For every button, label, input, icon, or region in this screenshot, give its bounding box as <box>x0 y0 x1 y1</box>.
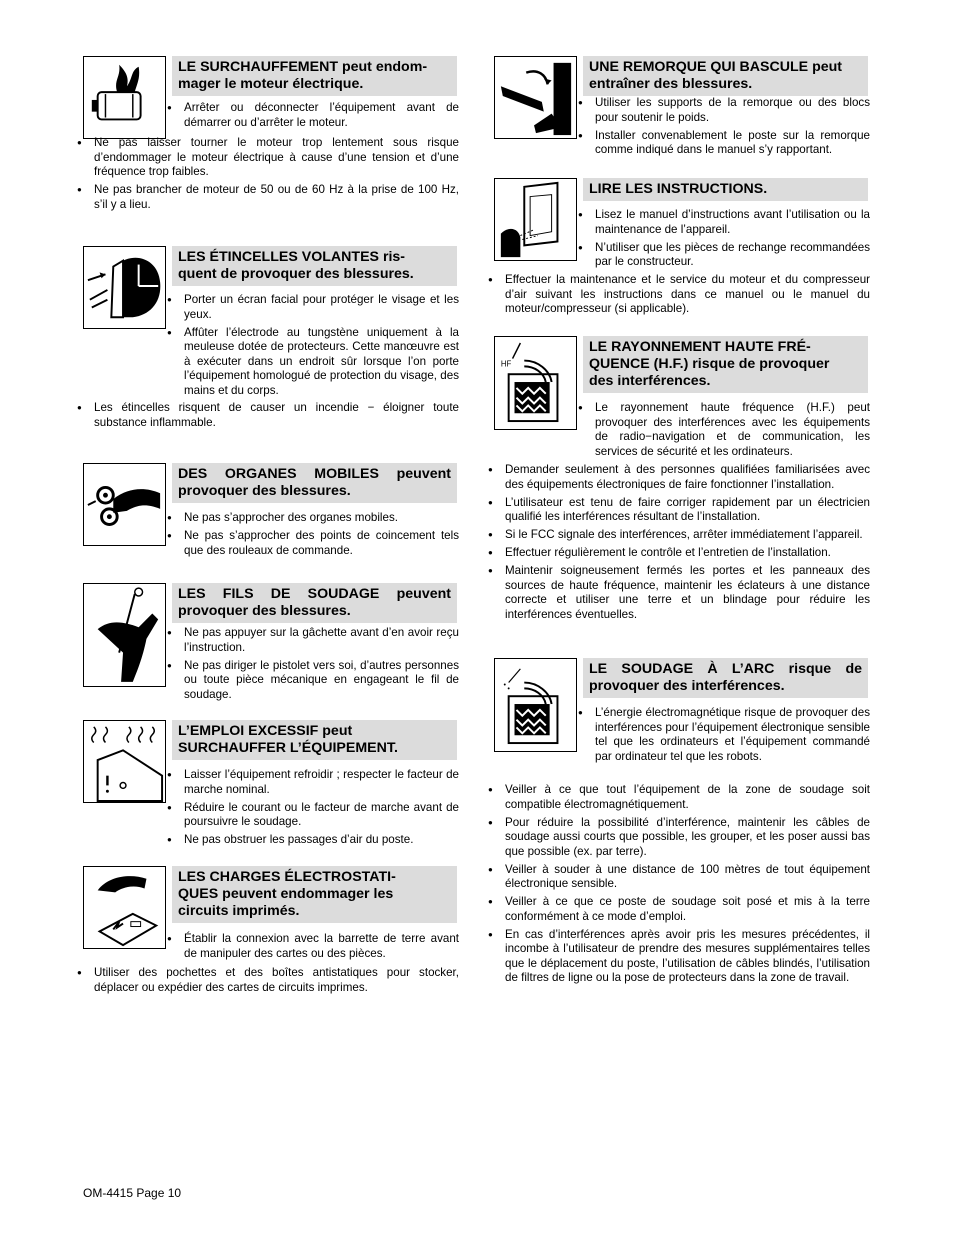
list-item: ● Ne pas s’approcher des points de coincement tels que des rouleaux de commande. <box>184 529 459 558</box>
list-item: ● Effectuer régulièrement le contrôle et l’entretien de l’installation. <box>505 546 870 561</box>
list-item: ● Porter un écran facial pour protéger le visage et les yeux. <box>184 293 459 322</box>
hf-label: HF <box>500 359 512 369</box>
flying-sparks-icon <box>83 246 166 329</box>
list-item: ● Ne pas appuyer sur la gâchette avant d’en avoir reçu l’instruction. <box>184 626 459 655</box>
list-item: ● L’énergie électromagnétique risque de provoquer des interférences pour l’équipement électronique sensible tel que les ordinateurs et l’équipement commandé par ordinateur tel que les robots. <box>595 706 870 764</box>
outer-list <box>505 273 870 320</box>
section-title: UNE REMORQUE QUI BASCULE peut entraîner des blessures. <box>583 56 868 96</box>
outer-list <box>505 783 870 989</box>
section-title: L’EMPLOI EXCESSIF peut SURCHAUFFER L’ÉQUIPEMENT. <box>172 720 457 760</box>
list-item: ● Effectuer la maintenance et le service du moteur et du compresseur d’air suivant les instructions dans ce manuel ou le manuel du moteur/compresseur (si applicable). <box>505 273 870 317</box>
list-item: ● N’utiliser que les pièces de rechange recommandées par le constructeur. <box>595 241 870 270</box>
list-item: ● Pour réduire la possibilité d’interférence, maintenir les câbles de soudage aussi courts que possible, les grouper, et les poser aussi bas que possible (ex. par terre). <box>505 816 870 860</box>
list-item: ● Affûter l’électrode au tungstène uniquement à la meuleuse dotée de protecteurs. Cette manœuvre est à exécuter dans un endroit sûr lorsque l’on porte l’équipement homologué de protection du visage, des mains et du corps. <box>184 326 459 399</box>
list-item: ● Ne pas diriger le pistolet vers soi, d’autres personnes ou toute pièce mécanique en engageant le fil de soudage. <box>184 659 459 703</box>
inner-list <box>595 401 870 463</box>
list-item: ● Ne pas brancher de moteur de 50 ou de 60 Hz à la prise de 100 Hz, s’il y a lieu. <box>94 183 459 212</box>
inner-list <box>595 96 870 161</box>
list-item: ● Réduire le courant ou le facteur de marche avant de poursuivre le soudage. <box>184 801 459 830</box>
list-item: ● Ne pas laisser tourner le moteur trop lentement sous risque d’endommager le moteur électrique à cause d’une tension et d’une fréquence trop faibles. <box>94 136 459 180</box>
hf-radiation-icon <box>494 336 577 430</box>
section-title: DES ORGANES MOBILES peuvent provoquer des blessures. <box>172 463 457 503</box>
list-item: ● En cas d’interférences après avoir pris les mesures précédentes, il incombe à l’utilisateur de prendre des mesures supplémentaires telles que le déplacement du poste, l’utilisation de câbles blindés, l’utilisation de filtres de ligne ou la pose de protecteurs dans la zone de travail. <box>505 928 870 986</box>
list-item: ● Veiller à ce que tout l’équipement de la zone de soudage soit compatible électromagnétiquement. <box>505 783 870 812</box>
inner-list <box>184 768 459 851</box>
list-item: ● L’utilisateur est tenu de faire corriger rapidement par un électricien qualifié les interférences résultant de l’installation. <box>505 496 870 525</box>
inner-list <box>184 511 459 562</box>
overheating-equipment-icon <box>83 720 166 803</box>
inner-list <box>184 101 459 134</box>
section-title: LES ÉTINCELLES VOLANTES ris- quent de provoquer des blessures. <box>172 246 457 286</box>
hot-motor-icon <box>83 56 166 139</box>
outer-list <box>94 136 459 216</box>
list-item: ● Veiller à ce que ce poste de soudage soit posé et mis à la terre conformément à ce mode d’emploi. <box>505 895 870 924</box>
list-item: ● Le rayonnement haute fréquence (H.F.) peut provoquer des interférences avec les équipements de radio−navigation et de communication, les services de sécurité et les ordinateurs. <box>595 401 870 459</box>
list-item: ● Maintenir soigneusement fermés les portes et les panneaux des sources de haute fréquence, maintenir les éclateurs à une distance correcte et utiliser une terre et un blindage pour réduire les interférences éventuelles. <box>505 564 870 622</box>
section-title: LE SURCHAUFFEMENT peut endom- mager le moteur électrique. <box>172 56 457 96</box>
welding-wire-icon <box>83 583 166 687</box>
list-item: ● Ne pas s’approcher des organes mobiles. <box>184 511 459 526</box>
outer-list <box>505 463 870 626</box>
inner-list <box>184 293 459 402</box>
list-item: ● Demander seulement à des personnes qualifiées familiarisées avec des équipements électroniques de faire fonctionner l’installation. <box>505 463 870 492</box>
list-item: ● Arrêter ou déconnecter l’équipement avant de démarrer ou d’arrêter le moteur. <box>184 101 459 130</box>
inner-list <box>184 932 459 965</box>
read-manual-icon <box>494 178 577 261</box>
inner-list <box>595 706 870 768</box>
list-item: ● Utiliser les supports de la remorque ou des blocs pour soutenir le poids. <box>595 96 870 125</box>
list-item: ● Établir la connexion avec la barrette de terre avant de manipuler des cartes ou des pièces. <box>184 932 459 961</box>
section-title: LE SOUDAGE À L’ARC risque de provoquer des interférences. <box>583 658 868 698</box>
list-item: ● Si le FCC signale des interférences, arrêter immédiatement l’appareil. <box>505 528 870 543</box>
list-item: ● Laisser l’équipement refroidir ; respecter le facteur de marche nominal. <box>184 768 459 797</box>
static-discharge-icon <box>83 866 166 949</box>
outer-list <box>94 966 459 999</box>
section-title: LES CHARGES ÉLECTROSTATI- QUES peuvent endommager les circuits imprimés. <box>172 866 457 923</box>
section-title: LIRE LES INSTRUCTIONS. <box>583 178 868 201</box>
inner-list <box>184 626 459 706</box>
moving-parts-icon <box>83 463 166 546</box>
tipping-trailer-icon <box>494 56 577 139</box>
inner-list <box>595 208 870 273</box>
list-item: ● Les étincelles risquent de causer un incendie − éloigner toute substance inflammable. <box>94 401 459 430</box>
page-footer: OM-4415 Page 10 <box>83 1186 182 1200</box>
list-item: ● Utiliser des pochettes et des boîtes antistatiques pour stocker, déplacer ou expédier des cartes de circuits imprimes. <box>94 966 459 995</box>
arc-interference-icon <box>494 658 577 752</box>
list-item: ● Lisez le manuel d’instructions avant l’utilisation ou la maintenance de l’appareil. <box>595 208 870 237</box>
list-item: ● Veiller à souder à une distance de 100 mètres de tout équipement électronique sensible. <box>505 863 870 892</box>
section-title: LE RAYONNEMENT HAUTE FRÉ- QUENCE (H.F.) risque de provoquer des interférences. <box>583 336 868 393</box>
outer-list <box>94 401 459 434</box>
section-title: LES FILS DE SOUDAGE peuvent provoquer des blessures. <box>172 583 457 623</box>
list-item: ● Installer convenablement le poste sur la remorque comme indiqué dans le manuel s’y rapportant. <box>595 129 870 158</box>
list-item: ● Ne pas obstruer les passages d’air du poste. <box>184 833 459 848</box>
